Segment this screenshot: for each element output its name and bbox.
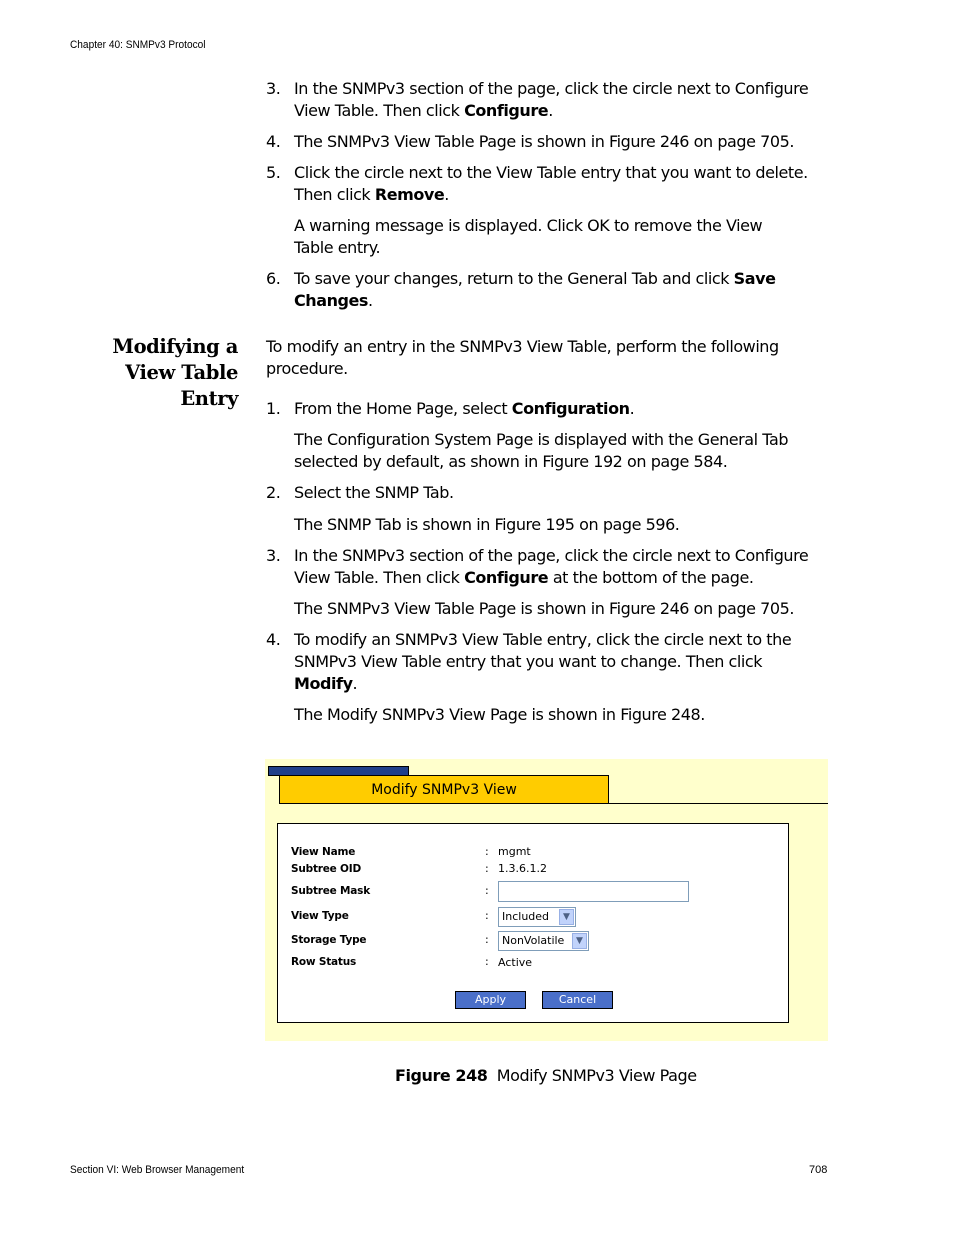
page-number: 708 — [809, 1164, 828, 1176]
modify-step-1-note: The Configuration System Page is displayed with the General Tab selected by default, as shown in Figure 192 on page 584. — [294, 430, 789, 471]
colon: : — [485, 845, 489, 858]
view-type-label: View Type — [291, 910, 349, 922]
modify-step-2-note: The SNMP Tab is shown in Figure 195 on page 596. — [294, 515, 680, 534]
figure-title: Modify SNMPv3 View — [279, 775, 609, 804]
modify-step-3-note: The SNMPv3 View Table Page is shown in Figure 246 on page 705. — [294, 599, 794, 618]
figure-title-rule — [608, 803, 828, 804]
apply-button[interactable]: Apply — [455, 991, 526, 1009]
storage-type-select[interactable]: NonVolatile ▼ — [498, 931, 589, 951]
colon: : — [485, 955, 489, 968]
view-type-select[interactable]: Included ▼ — [498, 907, 576, 927]
chevron-down-icon[interactable]: ▼ — [559, 909, 574, 925]
colon: : — [485, 909, 489, 922]
subtree-oid-value: 1.3.6.1.2 — [498, 862, 547, 875]
figure-form-panel — [277, 823, 789, 1023]
row-status-value: Active — [498, 956, 533, 969]
storage-type-label: Storage Type — [291, 934, 367, 946]
figure-modify-snmpv3-view — [265, 759, 828, 1041]
modify-step-4-note: The Modify SNMPv3 View Page is shown in Figure 248. — [294, 705, 705, 724]
subtree-mask-label: Subtree Mask — [291, 885, 371, 897]
colon: : — [485, 933, 489, 946]
cancel-button[interactable]: Cancel — [542, 991, 613, 1009]
section-intro: To modify an entry in the SNMPv3 View Table, perform the following procedure. — [266, 337, 779, 378]
subtree-oid-label: Subtree OID — [291, 863, 361, 875]
running-footer: Section VI: Web Browser Management — [70, 1164, 245, 1176]
colon: : — [485, 862, 489, 875]
chevron-down-icon[interactable]: ▼ — [572, 933, 587, 949]
colon: : — [485, 884, 489, 897]
running-header: Chapter 40: SNMPv3 Protocol — [70, 39, 206, 51]
view-name-value: mgmt — [498, 845, 531, 858]
row-status-label: Row Status — [291, 956, 357, 968]
figure-caption: Figure 248 Modify SNMPv3 View Page — [395, 1066, 697, 1085]
subtree-mask-input[interactable] — [498, 881, 689, 902]
section-heading: Modifying a View Table Entry — [112, 335, 238, 410]
remove-step-5-note: A warning message is displayed. Click OK to remove the View Table entry. — [294, 216, 763, 257]
view-name-label: View Name — [291, 846, 356, 858]
